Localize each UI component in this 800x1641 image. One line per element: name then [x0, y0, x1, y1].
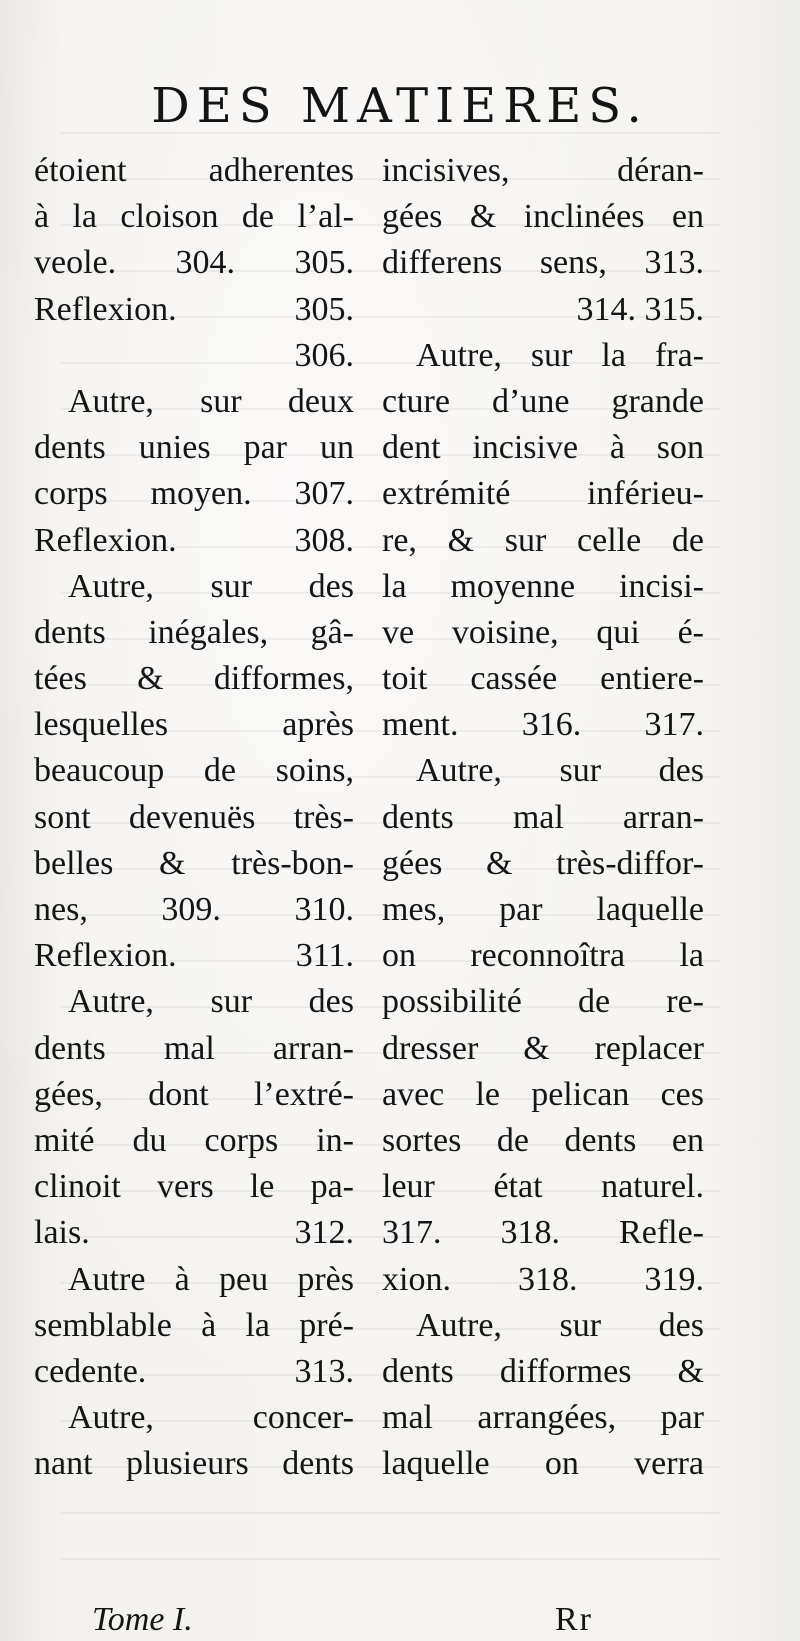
index-line: nant plusieurs dents — [34, 1445, 354, 1483]
index-line: dent incisive à son — [382, 429, 704, 467]
left-column — [34, 148, 354, 1487]
index-line: dents difformes & — [382, 1352, 704, 1390]
volume-label: Tome I. — [92, 1601, 193, 1638]
index-line: cture d’une grande — [382, 382, 704, 420]
index-line: dresser & replacer — [382, 1029, 704, 1067]
index-line: étoient adherentes — [34, 152, 354, 189]
index-line: dents unies par un — [34, 429, 354, 467]
index-line: gées & inclinées en — [382, 198, 704, 236]
index-line: ve voisine, qui é- — [382, 613, 704, 651]
index-line: à la cloison de l’al- — [34, 198, 354, 236]
index-line: 317. 318. Refle- — [382, 1214, 704, 1252]
index-line: 306. — [294, 336, 354, 374]
index-line: Autre, sur deux — [68, 382, 354, 420]
index-line: beaucoup de soins, — [34, 752, 354, 790]
index-line: sont devenuës très- — [34, 798, 354, 836]
index-line: Autre, sur des — [416, 752, 704, 790]
index-line: mes, par laquelle — [382, 891, 704, 928]
index-line: tées & difformes, — [34, 660, 354, 698]
index-line: gées, dont l’extré- — [34, 1075, 354, 1113]
index-line: on reconnoîtra la — [382, 937, 704, 975]
index-line: Reflexion. 311. — [34, 937, 354, 975]
index-line: semblable à la pré- — [34, 1306, 354, 1344]
index-line: belles & très-bon- — [34, 844, 354, 882]
index-line: dents mal arran- — [382, 798, 704, 836]
index-line: Autre, sur des — [416, 1306, 704, 1344]
index-line: dents inégales, gâ- — [34, 613, 354, 651]
index-line: clinoit vers le pa- — [34, 1168, 354, 1206]
index-line: possibilité de re- — [382, 983, 704, 1021]
index-line: toit cassée entiere- — [382, 660, 704, 698]
index-line: cedente. 313. — [34, 1352, 354, 1390]
index-line: differens sens, 313. — [382, 244, 704, 282]
index-line: leur état naturel. — [382, 1168, 704, 1206]
index-line: Autre, concer- — [68, 1399, 354, 1437]
index-line: Autre à peu près — [68, 1260, 354, 1298]
index-line: 314. 315. — [576, 290, 704, 328]
index-line: dents mal arran- — [34, 1029, 354, 1067]
index-line: incisives, déran- — [382, 152, 704, 189]
index-line: xion. 318. 319. — [382, 1260, 704, 1298]
index-line: Autre, sur des — [68, 567, 354, 605]
index-line: laquelle on verra — [382, 1445, 704, 1483]
index-line: lais. 312. — [34, 1214, 354, 1252]
index-line: corps moyen. 307. — [34, 475, 354, 513]
index-line: Reflexion. 308. — [34, 521, 354, 559]
index-line: extrémité inférieu- — [382, 475, 704, 513]
index-line: veole. 304. 305. — [34, 244, 354, 282]
index-line: gées & très-diffor- — [382, 844, 704, 882]
index-line: lesquelles après — [34, 706, 354, 744]
index-line: Reflexion. 305. — [34, 290, 354, 328]
right-column — [382, 148, 704, 1487]
index-line: sortes de dents en — [382, 1121, 704, 1159]
index-line: mal arrangées, par — [382, 1399, 704, 1437]
index-line: mité du corps in- — [34, 1121, 354, 1159]
index-line: ment. 316. 317. — [382, 706, 704, 744]
index-line: Autre, sur des — [68, 983, 354, 1021]
signature-mark: Rr — [555, 1601, 593, 1638]
index-line: re, & sur celle de — [382, 521, 704, 559]
running-head: DES MATIERES. — [151, 78, 649, 134]
index-line: Autre, sur la fra- — [416, 336, 704, 374]
index-line: nes, 309. 310. — [34, 891, 354, 928]
index-line: avec le pelican ces — [382, 1075, 704, 1113]
index-line: la moyenne incisi- — [382, 567, 704, 605]
